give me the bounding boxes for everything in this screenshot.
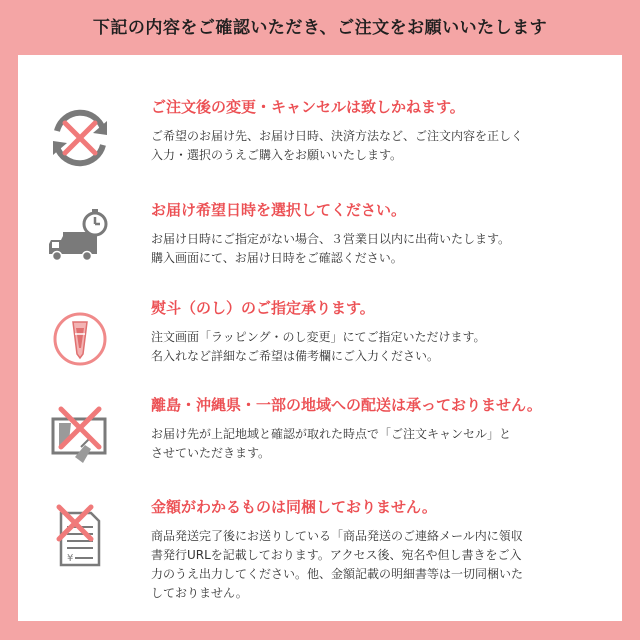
notice-title: 金額がわかるものは同梱しておりません。 [151,498,437,516]
notice-description: 注文画面「ラッピング・のし変更」にてご指定いただけます。 名入れなど詳細なご希望は備考欄にご入力ください。 [151,330,486,363]
notice-description: ご希望のお届け先、お届け日時、決済方法など、ご注文内容を正しく 入力・選択のうえご購入をお願いいたします。 [151,129,524,162]
notice-title: ご注文後の変更・キャンセルは致しかねます。 [151,98,465,116]
delivery-truck-clock-icon [45,206,115,276]
notice-description: 商品発送完了後にお送りしている「商品発送のご連絡メール内に領収 書発行URLを記載しております。アクセス後、宛名や但し書きをご入 力のうえ出力してください。他、金額記載の明細書等は一切同梱いた しておりません。 [151,529,524,600]
notice-description: お届け先が上記地域と確認が取れた時点で「ご注文キャンセル」と させていただきます。 [151,427,512,460]
notice-title: 熨斗（のし）のご指定承ります。 [151,299,375,317]
page-title: 下記の内容をご確認いただき、ご注文をお願いいたします [92,17,548,38]
no-delivery-map-icon [45,401,115,471]
notice-title: お届け希望日時を選択してください。 [151,201,407,219]
notice-title: 離島・沖縄県・一部の地域への配送は承っておりません。 [151,396,542,414]
notice-description: お届け日時にご指定がない場合、３営業日以内に出荷いたします。 購入画面にて、お届け日時をご確認ください。 [151,232,511,265]
notice-panel [18,55,622,621]
no-price-document-icon [45,503,115,573]
notice-item-delivery-date [18,200,622,300]
notice-item-price [18,497,622,600]
notice-item-cancel [18,97,622,197]
svg-text:¥: ¥ [67,553,74,564]
cancel-arrows-icon [45,103,115,173]
notice-item-region [18,395,622,495]
noshi-icon [45,304,115,374]
notice-item-noshi [18,298,622,398]
